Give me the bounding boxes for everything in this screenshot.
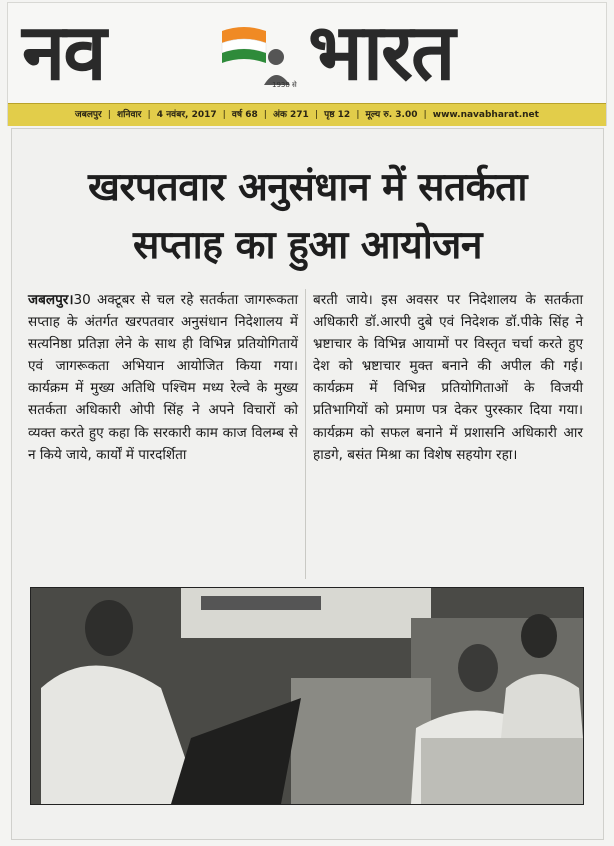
- info-city: जबलपुर: [75, 110, 102, 120]
- logo-tagline: 1938 से: [272, 81, 297, 89]
- info-website: www.navabharat.net: [432, 110, 539, 120]
- article-column-right: [313, 289, 583, 466]
- masthead-title-right: भारत: [308, 8, 454, 98]
- info-pages: पृष्ठ 12: [324, 110, 351, 120]
- info-year: वर्ष 68: [231, 110, 258, 120]
- masthead-info-bar: जबलपुर | शनिवार | 4 नवंबर, 2017 | वर्ष 68 | अंक 271 | पृष्ठ 12 | मूल्य रु. 3.00 | www.navabharat.net: [8, 103, 606, 126]
- headline-line-1: खरपतवार अनुसंधान में सतर्कता: [88, 165, 527, 210]
- info-date: 4 नवंबर, 2017: [156, 110, 217, 120]
- headline-line-2: सप्ताह का हुआ आयोजन: [133, 223, 482, 268]
- column-divider: [305, 289, 306, 579]
- info-day: शनिवार: [117, 110, 142, 120]
- article-column-left: [28, 289, 298, 466]
- event-photo: [30, 587, 584, 805]
- article-dateline: जबलपुर।: [28, 292, 74, 308]
- masthead: [7, 2, 607, 126]
- article-body-left: 30 अक्टूबर से चल रहे सतर्कता जागरूकता सप्ताह के अंतर्गत खरपतवार अनुसंधान निदेशालय में सत्यनिष्ठा प्रतिज्ञा लेने के साथ ही विभिन्न प्रतियोगितायें एवं जागरूकता अभियान आयोजित किया गया। कार्यक्रम में मुख्य अतिथि पश्चिम मध्य रेल्वे के मुख्य सतर्कता अधिकारी ओपी सिंह ने अपने विचारों को व्यक्त करते हुए कहा कि सरकारी काम काज विलम्ब से न किये जाये, कार्यों में पारदर्शिता: [28, 292, 298, 463]
- info-price: मूल्य रु. 3.00: [365, 110, 418, 120]
- masthead-title-left: नव: [22, 8, 105, 98]
- article-body-right: बरती जाये। इस अवसर पर निदेशालय के सतर्कता अधिकारी डॉ.आरपी दुबे एवं निदेशक डॉ.पीके सिंह ने भ्रष्टाचार के विभिन्न आयामों पर विस्तृत चर्चा करते हुए देश को भ्रष्टाचार मुक्त बनाने की अपील की गई। कार्यक्रम में विभिन्न प्रतियोगिताओं के विजयी प्रतिभागियों को प्रमाण पत्र देकर पुरस्कार दिया गया। कार्यक्रम को सफल बनाने में प्रशासनि अधिकारी आर हाडगे, बसंत मिश्रा का विशेष सहयोग रहा।: [313, 292, 583, 463]
- news-article: [11, 128, 604, 840]
- info-issue: अंक 271: [273, 110, 309, 120]
- tricolor-flag-logo-icon: [214, 21, 304, 91]
